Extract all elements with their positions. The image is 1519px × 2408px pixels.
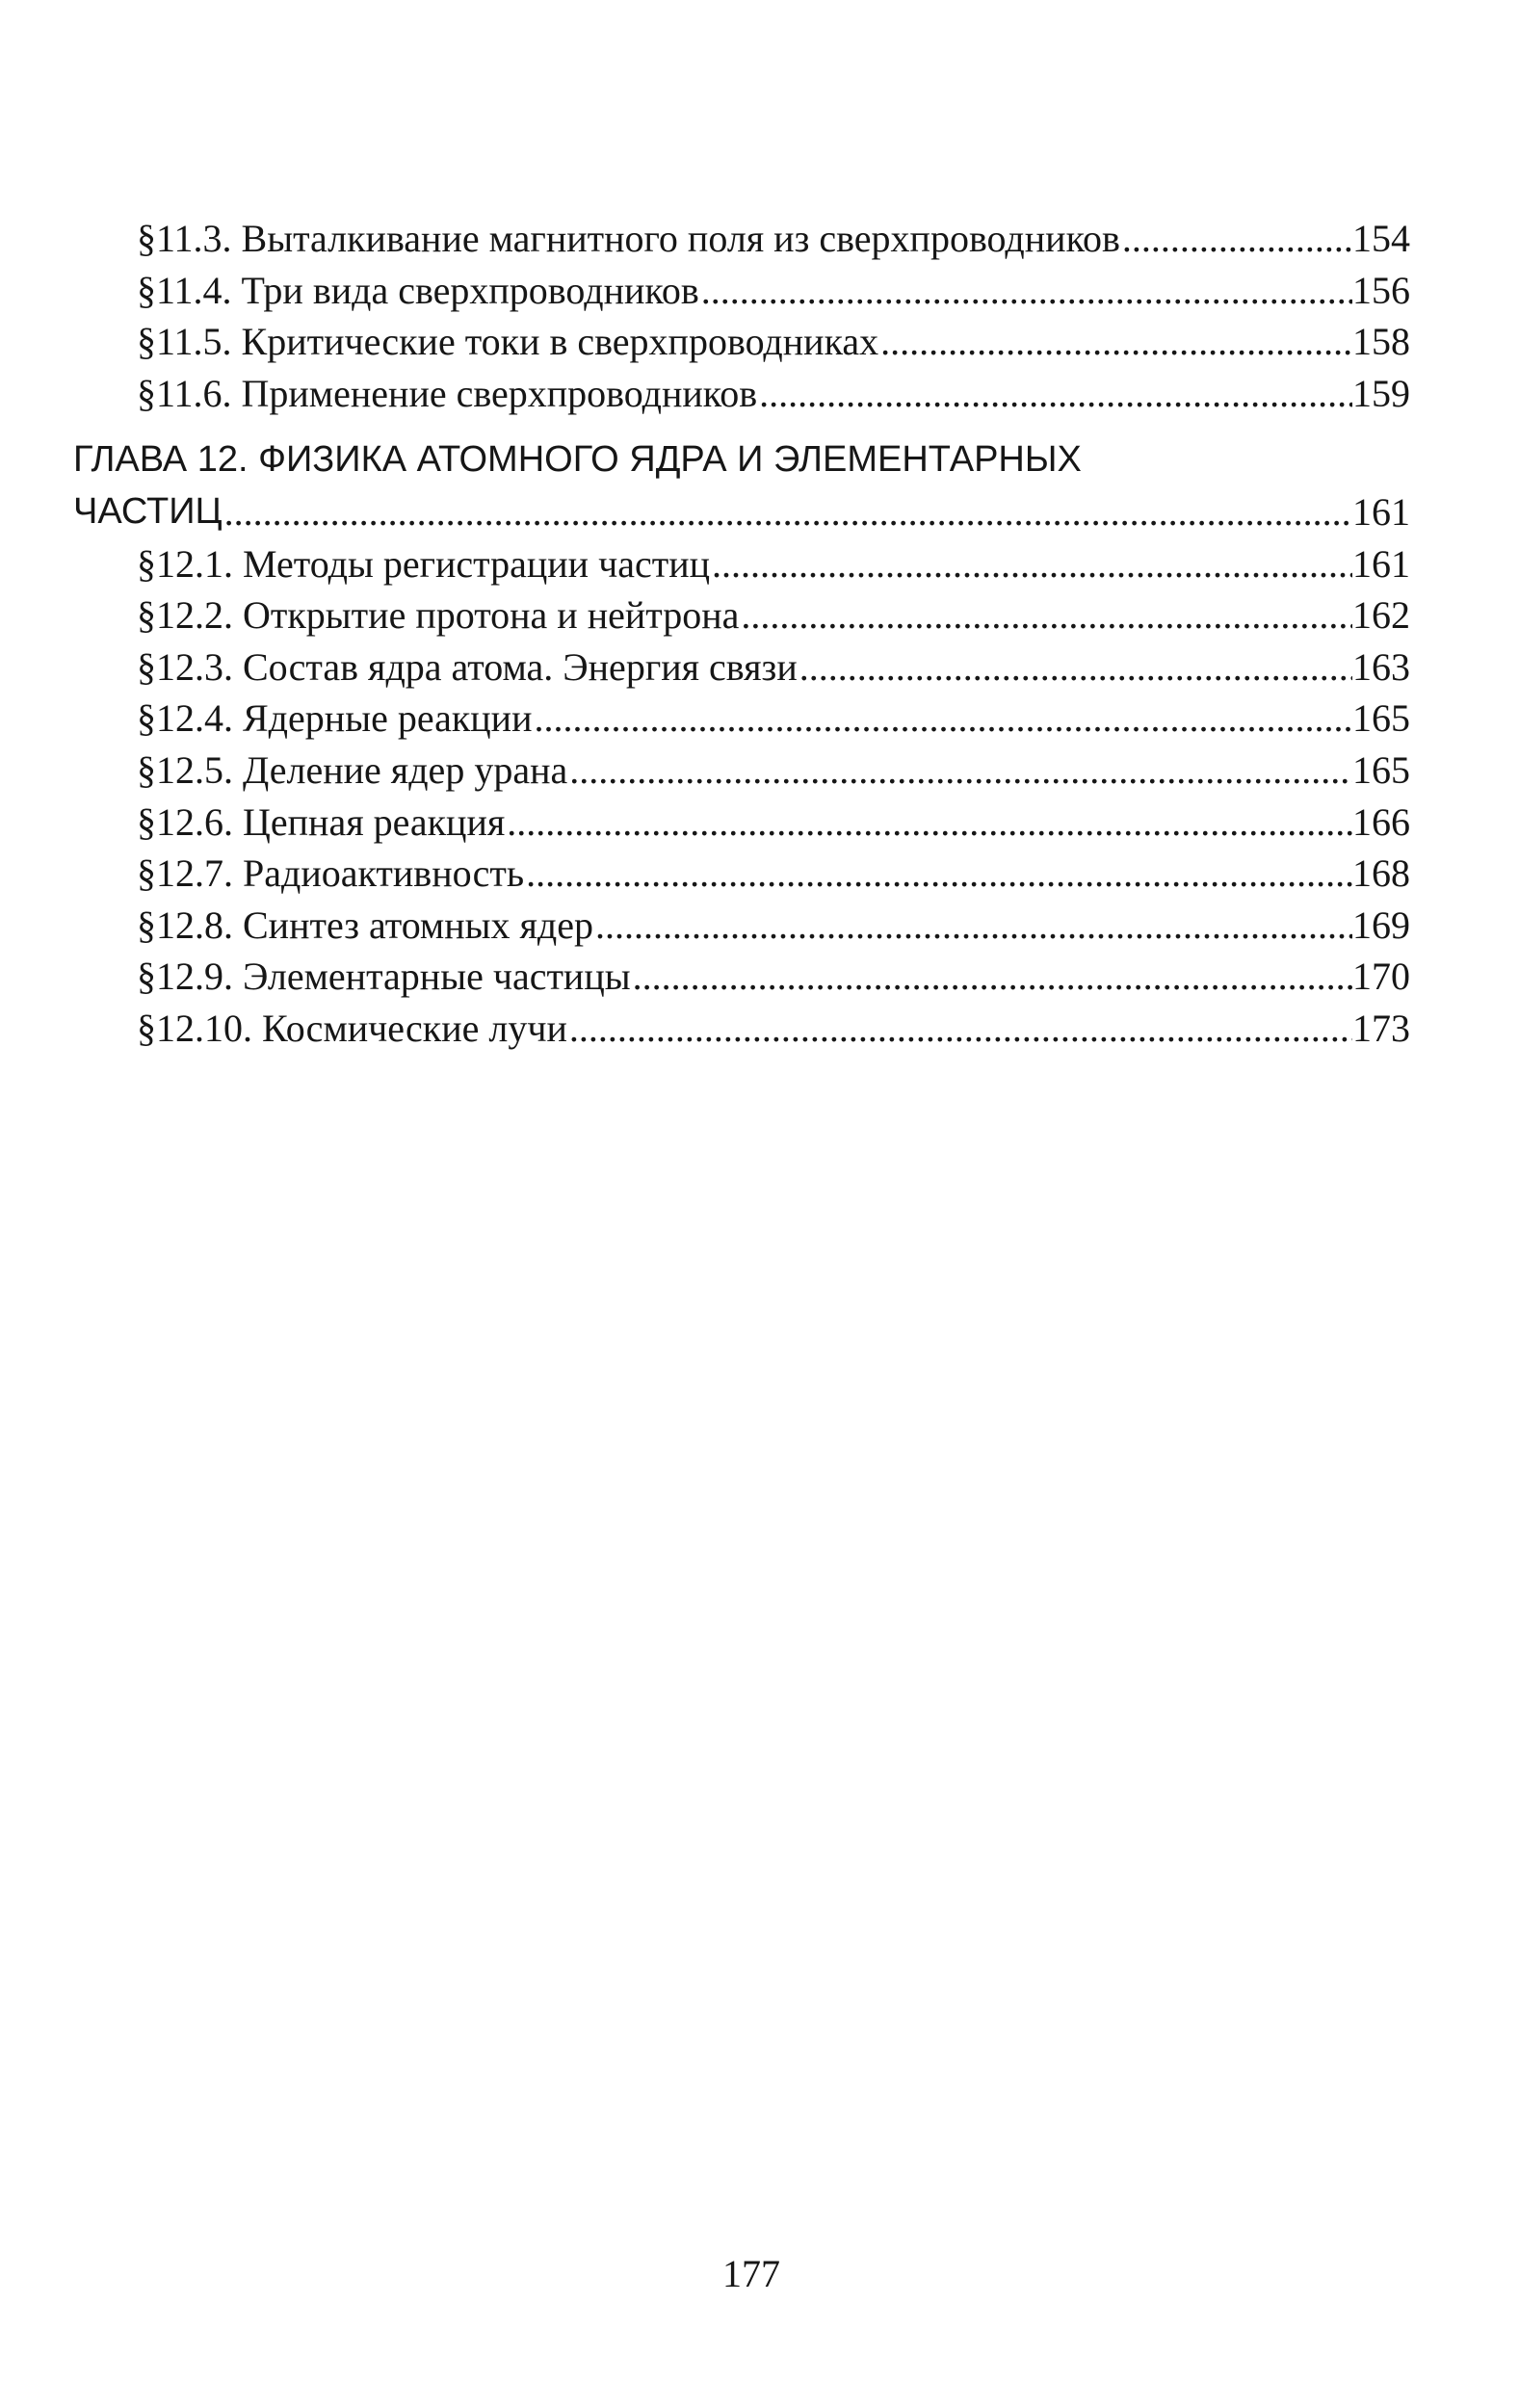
toc-entry-page: 163 (1352, 644, 1410, 689)
dot-leader (567, 745, 1352, 797)
dot-leader (593, 900, 1352, 952)
toc-entry-title: §12.3. Состав ядра атома. Энергия связи (137, 644, 798, 689)
toc-entry (73, 848, 1410, 900)
toc-entry-title: §12.9. Элементарные частицы (137, 955, 631, 999)
chapter-heading-continuation: ЧАСТИЦ (73, 490, 223, 532)
dot-leader (798, 641, 1352, 694)
dot-leader (1120, 213, 1352, 265)
toc-entry-title: §12.8. Синтез атомных ядер (137, 903, 594, 947)
toc-entry-page: 159 (1352, 371, 1410, 415)
chapter-12-block (73, 434, 1410, 1054)
toc-entry-title: §12.6. Цепная реакция (137, 799, 506, 844)
dot-leader (878, 316, 1352, 368)
table-of-contents (73, 213, 1410, 1055)
toc-entry-title: §12.1. Методы регистрации частиц (137, 541, 710, 586)
toc-entry-page: 165 (1352, 747, 1410, 792)
toc-entry-title: §12.5. Деление ядер урана (137, 747, 568, 792)
toc-entry (73, 900, 1410, 952)
dot-leader (567, 1003, 1352, 1055)
toc-entry (73, 213, 1410, 265)
toc-entry (73, 1003, 1410, 1055)
dot-leader (739, 589, 1352, 641)
toc-entry-page: 166 (1352, 799, 1410, 844)
chapter-heading-entry (73, 486, 1410, 538)
toc-entry-page: 165 (1352, 696, 1410, 741)
dot-leader (532, 693, 1352, 745)
toc-entry (73, 538, 1410, 590)
toc-entry-page: 173 (1352, 1006, 1410, 1050)
toc-entry-page: 168 (1352, 851, 1410, 896)
toc-entry-page: 154 (1352, 217, 1410, 260)
dot-leader (524, 848, 1352, 900)
dot-leader (223, 486, 1352, 538)
toc-entry (73, 951, 1410, 1003)
toc-entry (73, 589, 1410, 641)
toc-entry (73, 368, 1410, 420)
toc-entry-title: §12.10. Космические лучи (137, 1006, 567, 1050)
toc-entry (73, 745, 1410, 797)
toc-entry-title: §12.4. Ядерные реакции (137, 696, 533, 741)
toc-entry-title: §12.7. Радиоактивность (137, 851, 525, 896)
toc-entry-page: 162 (1352, 593, 1410, 638)
toc-entry-title: §11.6. Применение сверхпроводников (137, 371, 758, 415)
toc-entry-title: §12.2. Открытие протона и нейтрона (137, 593, 740, 638)
toc-entry-page: 170 (1352, 955, 1410, 999)
toc-entry (73, 797, 1410, 849)
toc-entry (73, 316, 1410, 368)
toc-entry-title: §11.3. Выталкивание магнитного поля из сверхпроводников (137, 217, 1120, 260)
dot-leader (631, 951, 1352, 1003)
chapter-heading: ГЛАВА 12. ФИЗИКА АТОМНОГО ЯДРА И ЭЛЕМЕНТАРНЫХ (73, 439, 1082, 481)
toc-entry (73, 265, 1410, 317)
toc-entry-page: 169 (1352, 903, 1410, 947)
toc-entry (73, 641, 1410, 694)
toc-entry-page: 158 (1352, 320, 1410, 364)
chapter-heading-page: 161 (1352, 489, 1410, 534)
dot-leader (505, 797, 1352, 849)
toc-entry-page: 156 (1352, 268, 1410, 312)
toc-entry (73, 693, 1410, 745)
dot-leader (710, 538, 1352, 590)
toc-entry-title: §11.5. Критические токи в сверхпроводниках (137, 320, 879, 364)
toc-entry-title: §11.4. Три вида сверхпроводников (137, 268, 699, 312)
dot-leader (699, 265, 1352, 317)
dot-leader (757, 368, 1352, 420)
toc-entry-page: 161 (1352, 541, 1410, 586)
page-number: 177 (722, 2252, 780, 2295)
